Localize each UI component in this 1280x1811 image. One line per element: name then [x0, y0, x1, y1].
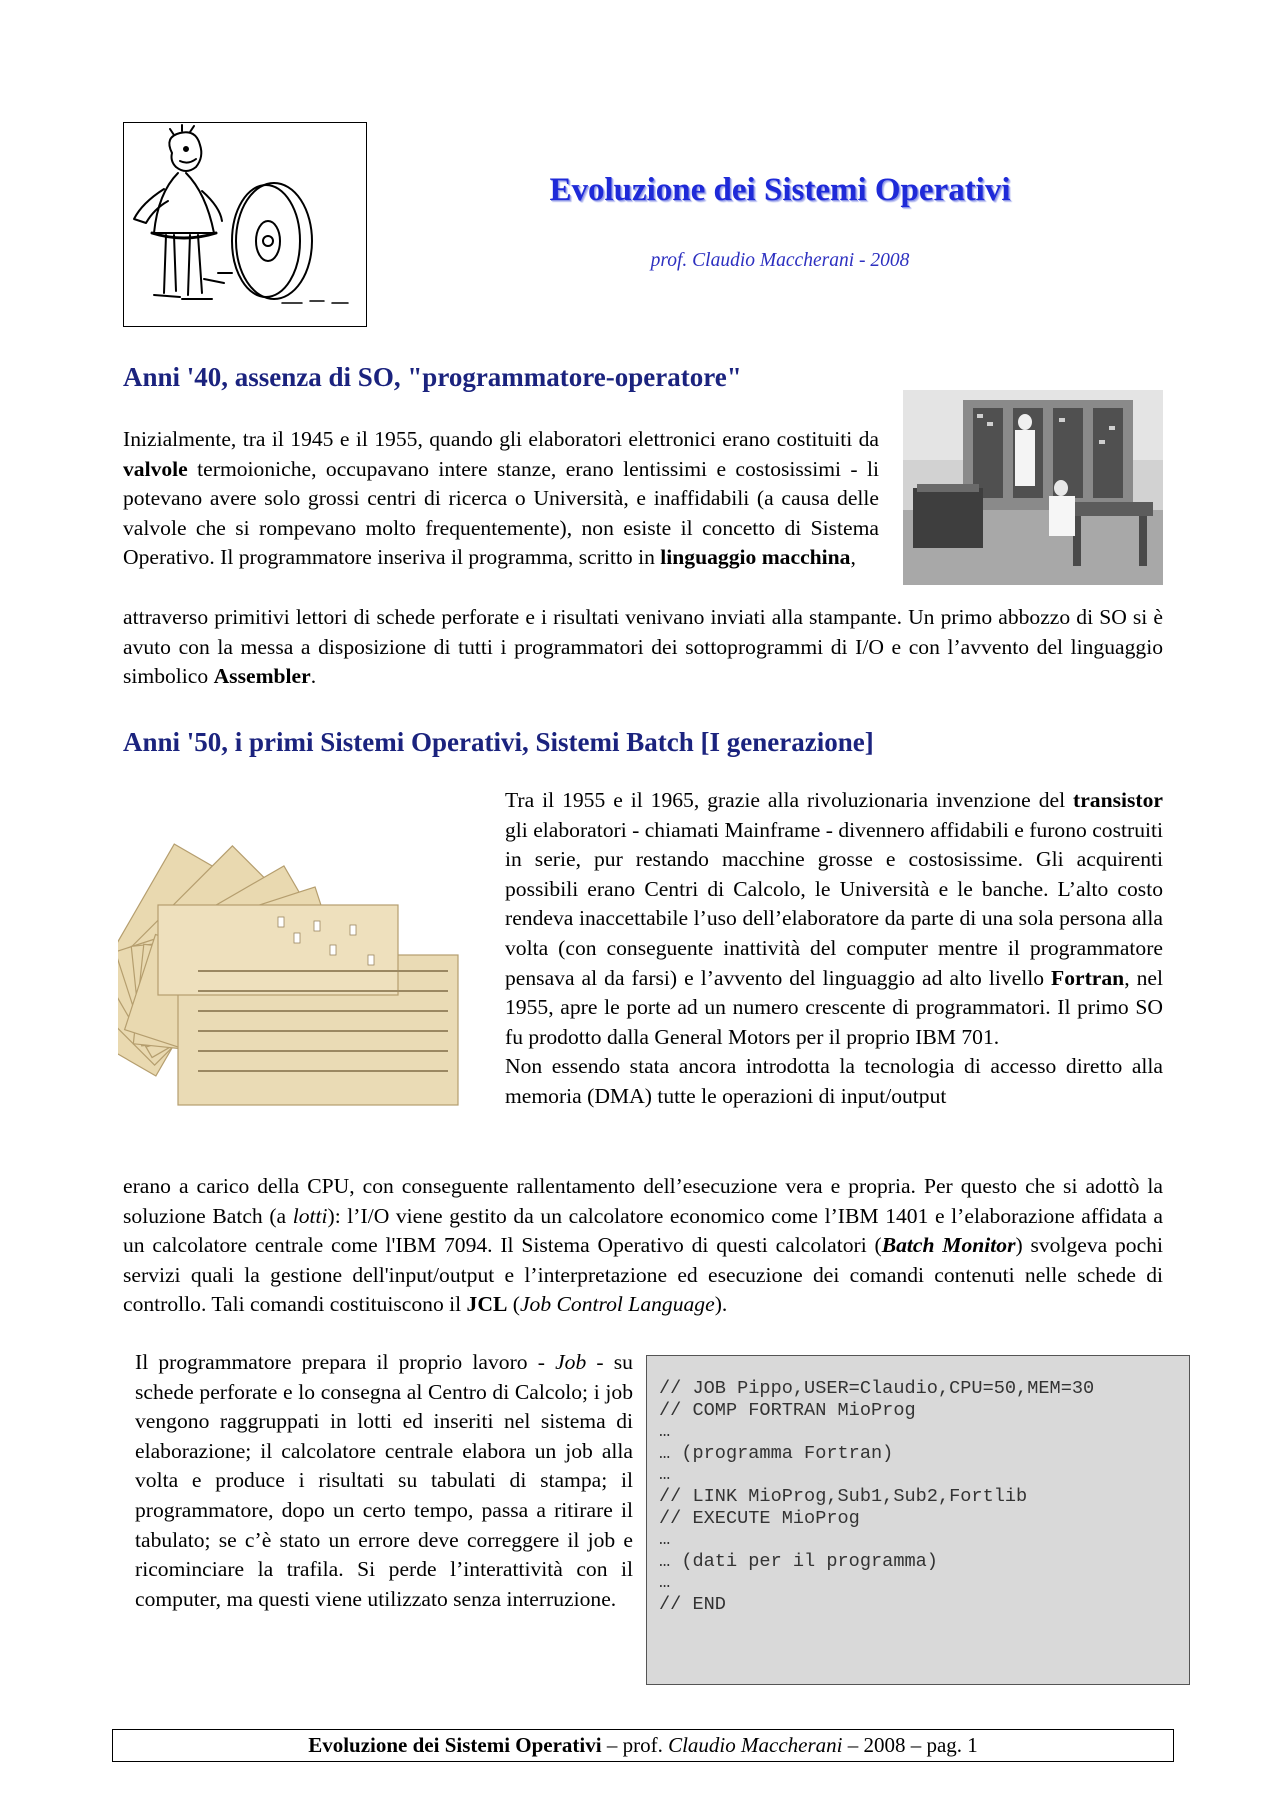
text: (	[507, 1292, 520, 1317]
text: ): l’I/O viene gestito da un calcolatore economico come l’IBM 1401 e l’elaborazione affidata a un calcolatore centrale come l'IBM 7094. Il Sistema Operativo di questi calcolatori (	[123, 1203, 1163, 1258]
author-subtitle: prof. Claudio Maccherani - 2008	[650, 250, 910, 271]
text: , nel 1955, apre le porte ad un numero crescente di programmatori. Il primo SO fu prodotto dalla General Motors per il proprio IBM 701.	[505, 965, 1163, 1049]
code-line: … (programma Fortran)	[659, 1442, 894, 1464]
footer-page-info: – 2008 – pag. 1	[842, 1733, 978, 1757]
bold-term: JCL	[466, 1292, 508, 1317]
section-heading-1950s: Anni '50, i primi Sistemi Operativi, Sistemi Batch [I generazione]	[123, 727, 874, 757]
computer-room-photo	[903, 390, 1163, 585]
section2-paragraph-right	[505, 786, 1163, 1112]
code-line: // COMP FORTRAN MioProg	[659, 1399, 916, 1421]
bold-italic-term: Batch Monitor	[881, 1233, 1016, 1258]
section2-paragraph-left	[135, 1348, 633, 1614]
footer-sep: – prof.	[601, 1733, 669, 1757]
text: erano a carico della CPU, con conseguente rallentamento dell’esecuzione vera e propria. Per questo che si adottò la soluzione Batch (a	[123, 1174, 1163, 1228]
section2-paragraph-full	[123, 1172, 1163, 1320]
footer-title: Evoluzione dei Sistemi Operativi	[308, 1733, 602, 1757]
computer-room-illustration	[903, 390, 1163, 585]
text: gli elaboratori - chiamati Mainframe - divennero affidabili e furono costruiti in serie, pur restando macchine grosse e costosissime. Gli acquirenti possibili erano Centri di Calcolo, le Università e le banche. L’alto costo rendeva inaccettabile l’uso dell’elaboratore da parte di una sola persona alla volta (con conseguente inattività del computer mentre il programmatore pensava al da farsi) e l’avvento del linguaggio ad alto livello	[505, 817, 1163, 990]
text: - su schede perforate e lo consegna al Centro di Calcolo; i job vengono raggruppati in lotti ed inseriti nel sistema di elaborazione; il calcolatore centrale elabora un job alla volta e produce i risultati su tabulati di stampa; il programmatore, dopo un certo tempo, passa a ritirare il tabulato; se c’è stato un errore deve correggere il job e ricominciare la trafila. Si perde l’interattività con il computer, ma questi viene utilizzato senza interruzione.	[135, 1350, 633, 1611]
logo-box	[123, 122, 367, 327]
text: Tra il 1955 e il 1965, grazie alla rivoluzionaria invenzione del	[505, 788, 1074, 812]
section1-paragraph-bottom	[123, 603, 1163, 692]
text: Non essendo stata ancora introdotta la tecnologia di accesso diretto alla memoria (DMA) tutte le operazioni di input/output	[505, 1054, 1163, 1108]
text: ).	[714, 1292, 728, 1317]
bold-term: Fortran	[1051, 965, 1125, 990]
code-line: // LINK MioProg,Sub1,Sub2,Fortlib	[659, 1485, 1028, 1507]
italic-term: Job Control Language	[519, 1292, 715, 1317]
text: attraverso primitivi lettori di schede perforate e i risultati venivano inviati alla stampante. Un primo abbozzo di SO si è avuto con la messa a disposizione di tutti i programmatori dei sottoprogrammi di I/O e con l’avvento del linguaggio simbolico	[123, 605, 1163, 689]
text: Inizialmente, tra il 1945 e il 1955, quando gli elaboratori elettronici erano costituiti da	[123, 427, 879, 451]
code-line: …	[659, 1464, 671, 1486]
page-footer	[112, 1729, 1174, 1762]
text: .	[310, 664, 317, 689]
text: ) svolgeva pochi servizi quali la gestione dell'input/output e l’interpretazione ed esecuzione dei comandi contenuti nelle schede di controllo. Tali comandi costituiscono il	[123, 1233, 1163, 1317]
code-line: …	[659, 1529, 671, 1551]
caveman-wheel-illustration	[124, 123, 366, 326]
bold-term: Assembler	[213, 664, 311, 689]
bold-term: transistor	[1073, 788, 1163, 812]
section1-paragraph-top	[123, 425, 879, 573]
bold-term: valvole	[123, 456, 188, 481]
text: ,	[850, 545, 856, 570]
section-heading-1940s: Anni '40, assenza di SO, "programmatore-operatore"	[123, 362, 742, 392]
punched-cards-image	[118, 805, 478, 1145]
text: termoioniche, occupavano intere stanze, erano lentissimi e costosissimi - li potevano avere solo grossi centri di ricerca o Università, e inaffidabili (a causa delle valvole che si rompevano molto frequentemente), non esiste il concetto di Sistema Operativo. Il programmatore inseriva il programma, scritto in	[123, 456, 879, 570]
code-line: … (dati per il programma)	[659, 1550, 938, 1572]
punched-cards-illustration	[118, 805, 478, 1145]
bold-term: linguaggio macchina	[660, 545, 851, 570]
code-line: // JOB Pippo,USER=Claudio,CPU=50,MEM=30	[659, 1378, 1095, 1399]
jcl-code-box	[646, 1355, 1190, 1685]
italic-term: lotti	[292, 1203, 328, 1228]
code-line: // EXECUTE MioProg	[659, 1507, 860, 1529]
footer-author: Claudio Maccherani	[668, 1733, 843, 1757]
code-line: // END	[659, 1593, 726, 1615]
text: Il programmatore prepara il proprio lavoro -	[135, 1350, 556, 1374]
page-title: Evoluzione dei Sistemi Operativi	[549, 172, 1011, 208]
code-line: …	[659, 1421, 671, 1443]
italic-term: Job	[555, 1350, 587, 1374]
code-line: …	[659, 1572, 671, 1594]
